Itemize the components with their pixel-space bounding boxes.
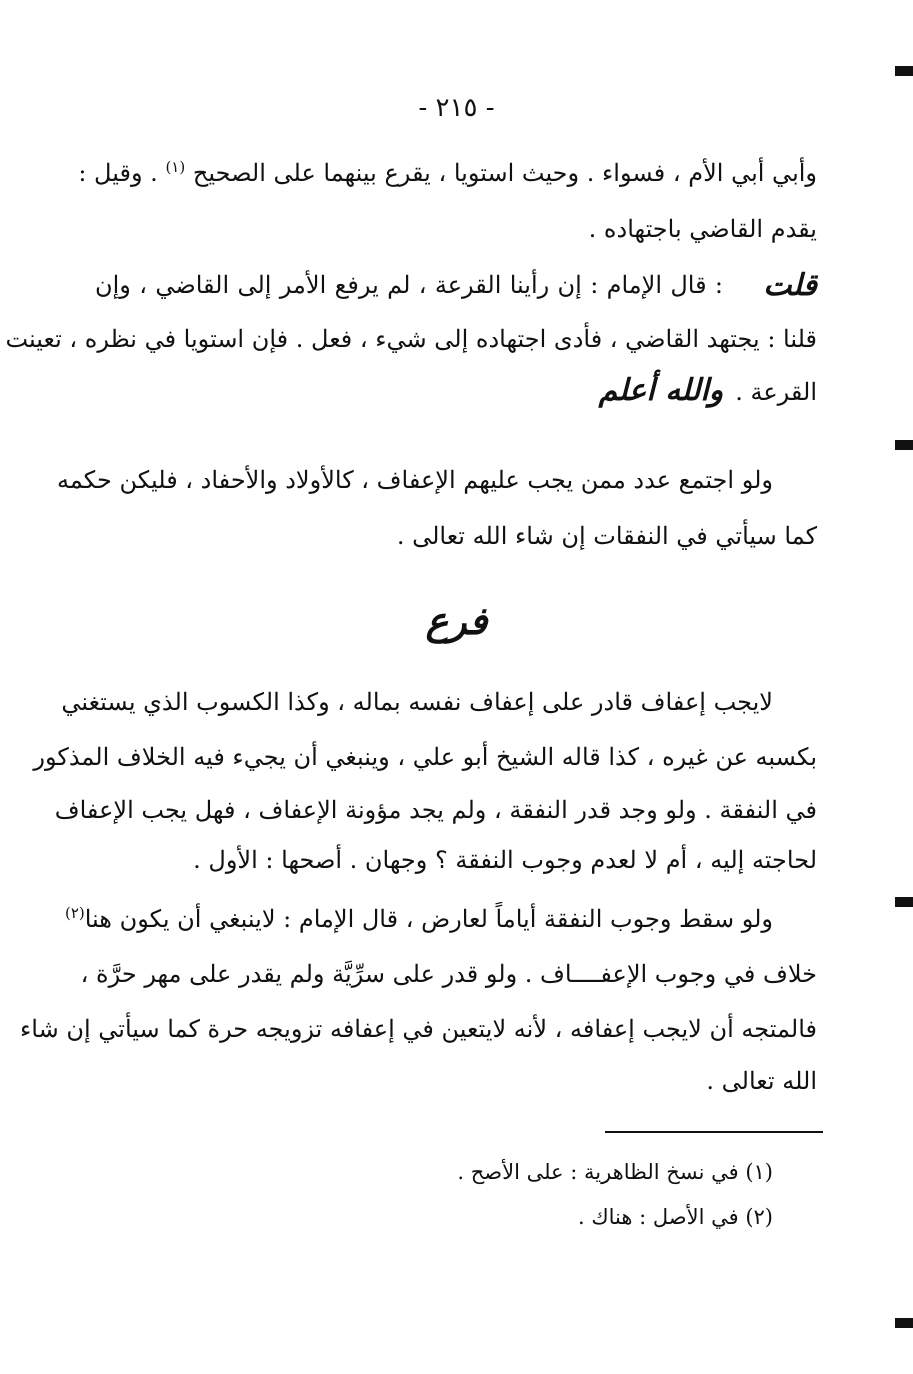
qult-label: قلت	[763, 268, 817, 303]
page-number: - ٢١٥ -	[418, 93, 495, 123]
paragraph-line: لايجب إعفاف قادر على إعفاف نفسه بماله ، وكذا الكسوب الذي يستغني	[61, 688, 773, 716]
text-run: وأبي أبي الأم ، فسواء . وحيث استويا ، يقرع بينهما على الصحيح	[192, 159, 817, 187]
paragraph-line	[95, 373, 817, 408]
paragraph-line: : قال الإمام : إن رأينا القرعة ، لم يرفع الأمر إلى القاضي ، وإن	[95, 271, 724, 299]
text-run: . وقيل :	[78, 159, 166, 187]
footnote-rule	[605, 1131, 823, 1133]
footnote: (٢) في الأصل : هناك .	[577, 1205, 773, 1229]
paragraph-line	[64, 904, 773, 933]
edge-mark	[895, 897, 913, 907]
paragraph-line: الله تعالى .	[706, 1067, 817, 1095]
section-heading: فرع	[425, 598, 488, 643]
edge-mark	[895, 440, 913, 450]
paragraph-line: قلنا : يجتهد القاضي ، فأدى اجتهاده إلى شيء ، فعل . فإن استويا في نظره ، تعينت	[5, 325, 817, 353]
footnote-ref: (٢)	[64, 904, 85, 922]
paragraph-line: بكسبه عن غيره ، كذا قاله الشيخ أبو علي ، وينبغي أن يجيء فيه الخلاف المذكور	[33, 743, 817, 771]
paragraph-line: ولو اجتمع عدد ممن يجب عليهم الإعفاف ، كالأولاد والأحفاد ، فليكن حكمه	[57, 466, 773, 494]
edge-mark	[895, 66, 913, 76]
wallahu-alam: والله أعلم	[598, 373, 724, 408]
paragraph-line: في النفقة . ولو وجد قدر النفقة ، ولم يجد مؤونة الإعفاف ، فهل يجب الإعفاف	[54, 796, 817, 824]
edge-mark	[895, 1318, 913, 1328]
text-run: ولو سقط وجوب النفقة أياماً لعارض ، قال الإمام : لاينبغي أن يكون هنا	[84, 905, 773, 933]
paragraph-line: فالمتجه أن لايجب إعفافه ، لأنه لايتعين في إعفافه تزويجه حرة كما سيأتي إن شاء	[20, 1015, 817, 1043]
footnote: (١) في نسخ الظاهرية : على الأصح .	[457, 1160, 773, 1184]
paragraph-line: يقدم القاضي باجتهاده .	[588, 215, 817, 243]
paragraph-line	[78, 158, 817, 187]
footnote-ref: (١)	[165, 158, 186, 176]
text-run: القرعة .	[735, 378, 817, 406]
paragraph-line: كما سيأتي في النفقات إن شاء الله تعالى .	[396, 522, 817, 550]
paragraph-line: لحاجته إليه ، أم لا لعدم وجوب النفقة ؟ وجهان . أصحها : الأول .	[193, 846, 817, 874]
paragraph-line: خلاف في وجوب الإعفــــاف . ولو قدر على سرِّيَّة ولم يقدر على مهر حرَّة ،	[80, 960, 817, 988]
